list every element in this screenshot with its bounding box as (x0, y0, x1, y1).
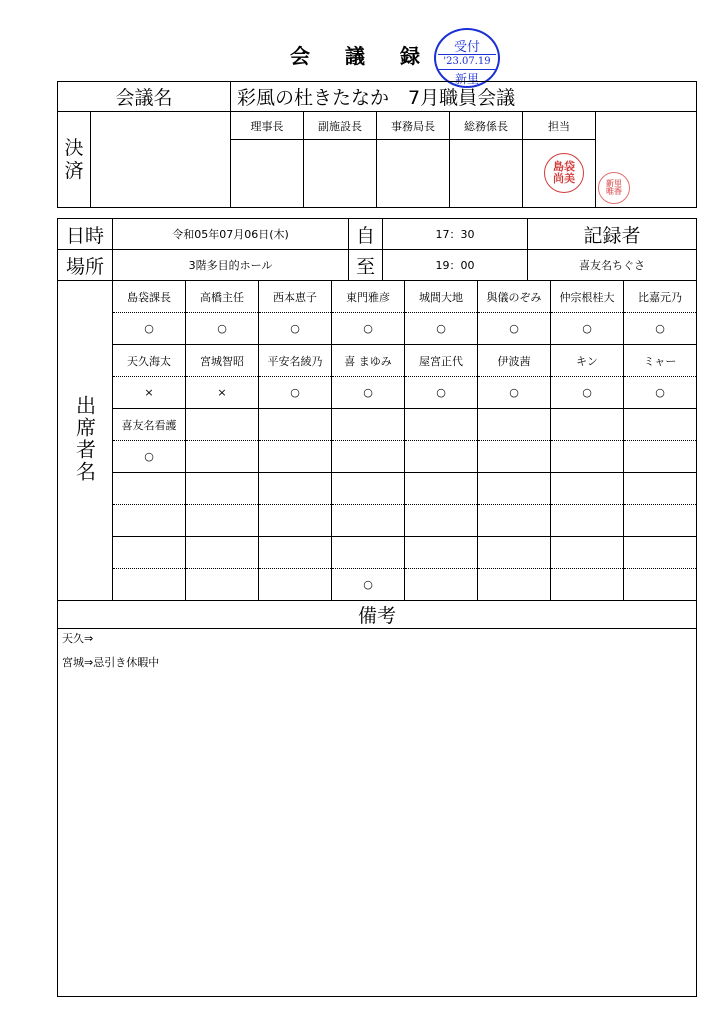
attendance-mark (113, 505, 186, 537)
datetime-table (57, 218, 697, 281)
attendee-name (259, 409, 332, 441)
attendance-mark (624, 505, 697, 537)
notes-area (57, 627, 697, 997)
attendance-mark (113, 569, 186, 601)
attendee-name: 天久海太 (113, 345, 186, 377)
attendee-name: 與儀のぞみ (478, 281, 551, 313)
attendance-mark: ○ (478, 313, 551, 345)
attendee-name (332, 409, 405, 441)
attendee-name (259, 473, 332, 505)
to-time: 19：00 (383, 250, 528, 281)
attendee-name: 仲宗根桂大 (551, 281, 624, 313)
attendee-name (478, 537, 551, 569)
attendee-name (186, 409, 259, 441)
attendee-name: 喜 まゆみ (332, 345, 405, 377)
seal-box-secretariat (377, 140, 450, 208)
seal-box-general-affairs (450, 140, 523, 208)
attendee-name (186, 473, 259, 505)
attendance-mark: × (186, 377, 259, 409)
attendance-mark (624, 441, 697, 473)
attendance-mark: ○ (113, 441, 186, 473)
attendee-name: 喜友名看護 (113, 409, 186, 441)
attendance-mark: ○ (478, 377, 551, 409)
datetime-value: 令和05年07月06日(木) (113, 219, 349, 250)
place-value: 3階多目的ホール (113, 250, 349, 281)
attendees-table (57, 280, 697, 601)
role-secretariat-head: 事務局長 (377, 112, 450, 140)
datetime-label: 日時 (58, 219, 113, 250)
attendee-name: 伊波茜 (478, 345, 551, 377)
attendee-name (551, 537, 624, 569)
seal-in-charge: 島袋 尚美 (544, 153, 584, 193)
seal-box-vice-director (304, 140, 377, 208)
attendee-name: キン (551, 345, 624, 377)
approval-blank (91, 112, 231, 208)
attendance-mark: ○ (405, 377, 478, 409)
recorder-label: 記録者 (528, 219, 697, 250)
attendance-mark (186, 569, 259, 601)
attendance-mark: ○ (405, 313, 478, 345)
attendee-name (113, 473, 186, 505)
attendance-mark: ○ (624, 377, 697, 409)
attendee-name: 屋宮正代 (405, 345, 478, 377)
attendance-mark: × (113, 377, 186, 409)
attendance-mark (186, 505, 259, 537)
attendee-name: 島袋課長 (113, 281, 186, 313)
role-chairman: 理事長 (231, 112, 304, 140)
attendance-mark (551, 441, 624, 473)
attendance-mark (624, 569, 697, 601)
attendance-mark (551, 569, 624, 601)
attendance-mark (259, 505, 332, 537)
attendance-mark (259, 441, 332, 473)
attendance-mark (551, 505, 624, 537)
received-stamp-name: 新里 (454, 72, 479, 86)
attendee-name (405, 473, 478, 505)
from-label: 自 (349, 219, 383, 250)
attendee-name: 城間大地 (405, 281, 478, 313)
attendee-name (624, 473, 697, 505)
attendee-name (478, 409, 551, 441)
attendance-mark (478, 505, 551, 537)
approval-label: 決済 (58, 112, 91, 208)
attendee-name (332, 537, 405, 569)
attendee-name (332, 473, 405, 505)
attendance-mark: ○ (259, 377, 332, 409)
attendees-label: 出席者名 (58, 281, 113, 601)
meeting-name-table (57, 81, 697, 112)
attendee-name: 宮城智昭 (186, 345, 259, 377)
from-time: 17：30 (383, 219, 528, 250)
attendee-name: 高橋主任 (186, 281, 259, 313)
attendance-mark (186, 441, 259, 473)
attendee-name (551, 473, 624, 505)
meeting-name-label: 会議名 (58, 82, 231, 112)
attendance-mark: ○ (332, 377, 405, 409)
notes-header-table (57, 600, 697, 629)
recorder-name: 喜友名ちぐさ (528, 250, 697, 281)
attendee-name (259, 537, 332, 569)
meeting-name-value: 彩風の杜きたなか 7月職員会議 (231, 82, 697, 112)
attendee-name (113, 537, 186, 569)
attendee-name: ミャー (624, 345, 697, 377)
attendance-mark (332, 441, 405, 473)
seal-box-chairman (231, 140, 304, 208)
attendance-mark (405, 441, 478, 473)
attendee-name (624, 409, 697, 441)
attendee-name (478, 473, 551, 505)
attendee-name (186, 537, 259, 569)
attendee-name: 平安名綾乃 (259, 345, 332, 377)
attendee-name: 西本恵子 (259, 281, 332, 313)
to-label: 至 (349, 250, 383, 281)
attendance-mark: ○ (332, 569, 405, 601)
attendee-name (624, 537, 697, 569)
attendee-name (551, 409, 624, 441)
place-label: 場所 (58, 250, 113, 281)
role-general-affairs: 総務係長 (450, 112, 523, 140)
attendee-name: 東門雅彦 (332, 281, 405, 313)
attendance-mark (259, 569, 332, 601)
received-stamp-label: 受付 (453, 40, 480, 55)
attendance-mark: ○ (186, 313, 259, 345)
note-line-1: 天久⇒ (62, 632, 94, 645)
page-title: 会 議 録 (290, 44, 434, 68)
attendance-mark: ○ (259, 313, 332, 345)
note-line-2: 宮城⇒忌引き休暇中 (62, 656, 160, 669)
attendee-name: 比嘉元乃 (624, 281, 697, 313)
attendee-name (405, 537, 478, 569)
role-vice-director: 副施設長 (304, 112, 377, 140)
attendance-mark (405, 505, 478, 537)
attendance-mark (478, 441, 551, 473)
notes-label: 備考 (58, 601, 697, 629)
attendance-mark (405, 569, 478, 601)
role-in-charge: 担当 (523, 112, 596, 140)
attendance-mark (478, 569, 551, 601)
attendee-name (405, 409, 478, 441)
attendance-mark: ○ (624, 313, 697, 345)
seal-extra: 新里 唯香 (598, 172, 630, 204)
received-stamp (434, 28, 500, 88)
attendance-mark: ○ (551, 313, 624, 345)
attendance-mark (332, 505, 405, 537)
attendance-mark: ○ (113, 313, 186, 345)
attendance-mark: ○ (551, 377, 624, 409)
attendance-mark: ○ (332, 313, 405, 345)
received-stamp-date: '23.07.19 (438, 54, 496, 70)
